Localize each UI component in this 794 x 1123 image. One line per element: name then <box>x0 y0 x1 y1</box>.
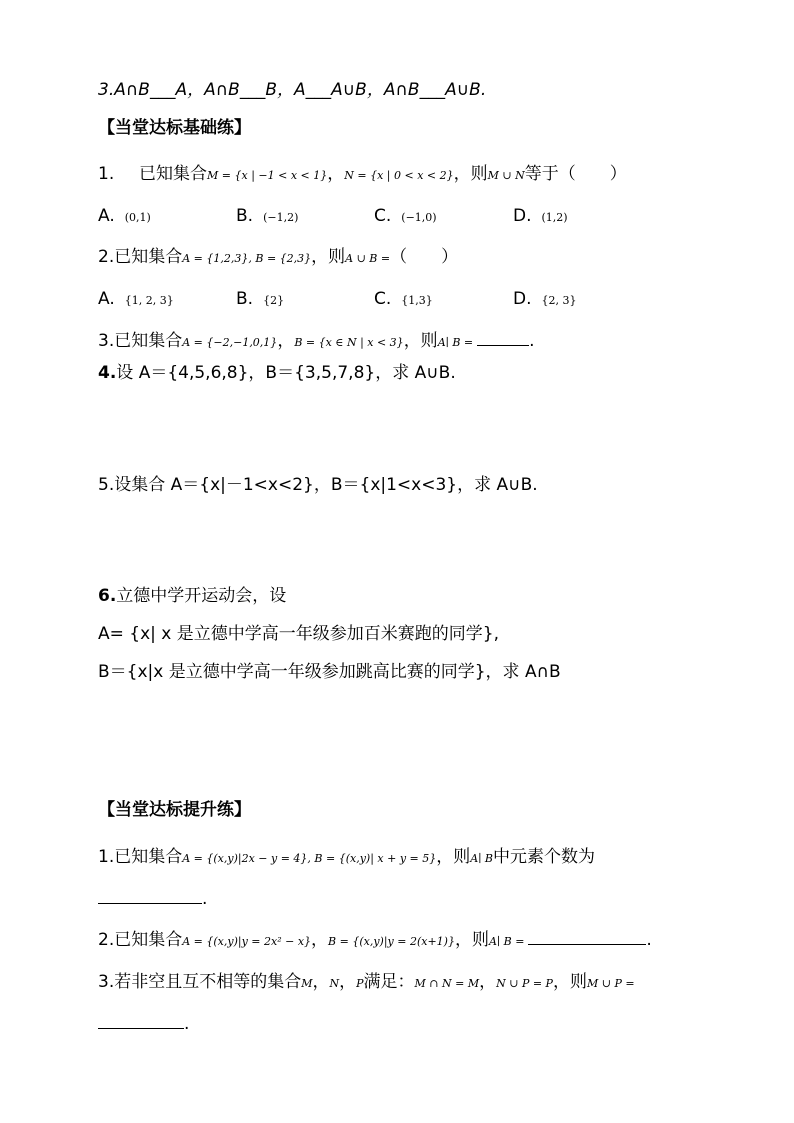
adv3-answer-blank[interactable] <box>98 1013 184 1029</box>
q2-option-b-label: B. <box>236 289 254 309</box>
adv1-end: . <box>202 889 208 909</box>
q6-number: 6. <box>98 586 117 606</box>
adv3-end: . <box>184 1014 190 1034</box>
adv3-text-3: ，则 <box>552 972 587 992</box>
q2-option-c-label: C. <box>374 289 392 309</box>
top-relation-text: 3.A∩B___A，A∩B___B，A___A∪B，A∩B___A∪B. <box>98 80 487 100</box>
adv3-c2: ， <box>339 972 357 992</box>
question-5: 5.设集合 A＝{x|－1<x<2}，B＝{x|1<x<3}，求 A∪B. <box>98 475 538 495</box>
q3-text-1: 已知集合 <box>114 331 183 351</box>
q2-text-3: （ ） <box>390 247 459 267</box>
adv1-number: 1. <box>98 847 115 867</box>
adv2-a-set: A = {(x,y)|y = 2x² − x} <box>182 935 312 948</box>
q1-sep: ， <box>327 164 345 184</box>
adv1-text-2: ，则 <box>436 847 471 867</box>
advanced-question-1 <box>98 846 595 870</box>
adv3-cond-2: N ∪ P = P <box>496 977 553 990</box>
adv1-answer-line <box>98 888 207 910</box>
adv3-text-1: 若非空且互不相等的集合 <box>114 972 302 992</box>
adv3-answer-line <box>98 1013 189 1035</box>
adv3-text-2: 满足： <box>363 972 415 992</box>
q1-text-2: ，则 <box>453 164 488 184</box>
q6-line-2: A= {x| x 是立德中学高一年级参加百米赛跑的同学}, <box>98 624 499 644</box>
section-basic-title: 【当堂达标基础练】 <box>98 118 251 138</box>
q3-number: 3. <box>98 331 115 351</box>
q2-option-a-value: {1, 2, 3} <box>124 294 174 307</box>
question-4 <box>98 362 456 384</box>
adv2-text-1: 已知集合 <box>114 930 183 950</box>
adv2-expr: A∣ B = <box>488 935 525 948</box>
q2-text-2: ，则 <box>311 247 346 267</box>
q2-expr: A ∪ B = <box>345 252 391 265</box>
question-6 <box>98 585 286 607</box>
adv3-p: P <box>356 977 364 990</box>
q2-text-1: 已知集合 <box>114 247 183 267</box>
top-relation-question <box>98 79 486 101</box>
adv2-number: 2. <box>98 930 115 950</box>
q3-answer-blank[interactable] <box>477 330 529 346</box>
adv3-n: N <box>329 977 340 990</box>
q3-a-set: A = {−2,−1,0,1} <box>182 336 278 349</box>
q3-expr: A∣ B = <box>437 336 474 349</box>
adv1-sets: A = {(x,y)|2x − y = 4}, B = {(x,y)| x + y = 5} <box>182 852 437 865</box>
q1-option-b-label: B. <box>236 206 254 226</box>
q2-option-d-label: D. <box>513 289 532 309</box>
q1-option-d-value: (1,2) <box>541 211 568 224</box>
adv1-text-3: 中元素个数为 <box>492 847 595 867</box>
q1-option-a-value: (0,1) <box>124 211 151 224</box>
adv1-text-1: 已知集合 <box>114 847 183 867</box>
adv2-end: . <box>646 930 652 950</box>
q1-option-c <box>374 205 437 229</box>
q1-option-c-label: C. <box>374 206 392 226</box>
q1-option-a-label: A. <box>98 206 115 226</box>
q1-option-b-value: (−1,2) <box>263 211 299 224</box>
q2-sets: A = {1,2,3}, B = {2,3} <box>182 252 312 265</box>
q4-text: 设 A＝{4,5,6,8}，B＝{3,5,7,8}，求 A∪B. <box>116 363 456 383</box>
q3-sep: ， <box>277 331 295 351</box>
adv2-answer-blank[interactable] <box>528 929 646 945</box>
q1-option-c-value: (−1,0) <box>401 211 437 224</box>
q1-text-3: 等于（ ） <box>524 164 627 184</box>
question-2 <box>98 246 458 270</box>
q1-option-b <box>236 205 298 229</box>
adv2-text-2: ，则 <box>454 930 489 950</box>
adv3-number: 3. <box>98 972 115 992</box>
q1-number: 1. <box>98 164 115 184</box>
q6-line-3: B＝{x|x 是立德中学高一年级参加跳高比赛的同学}，求 A∩B <box>98 662 561 682</box>
q2-option-b-value: {2} <box>263 294 285 307</box>
q2-option-d-value: {2, 3} <box>541 294 577 307</box>
adv3-c1: ， <box>312 972 330 992</box>
q1-expr: M ∪ N <box>487 169 525 182</box>
advanced-question-2 <box>98 929 652 953</box>
q2-option-b <box>236 288 284 312</box>
advanced-question-3 <box>98 971 635 995</box>
adv2-b-set: B = {(x,y)|y = 2(x+1)} <box>328 935 455 948</box>
q2-option-c-value: {1,3} <box>401 294 433 307</box>
adv3-c3: ， <box>479 972 497 992</box>
q1-option-d-label: D. <box>513 206 532 226</box>
q6-line-1: 立德中学开运动会，设 <box>116 586 287 606</box>
adv2-sep: ， <box>311 930 329 950</box>
q2-number: 2. <box>98 247 115 267</box>
q1-text-1: 已知集合 <box>139 164 208 184</box>
q1-option-d <box>513 205 568 229</box>
q2-option-d <box>513 288 577 312</box>
adv1-answer-blank[interactable] <box>98 888 202 904</box>
q3-end: . <box>529 331 535 351</box>
adv3-expr: M ∪ P = <box>586 977 635 990</box>
q3-text-2: ，则 <box>403 331 438 351</box>
adv3-cond-1: M ∩ N = M <box>414 977 480 990</box>
adv3-m: M <box>301 977 313 990</box>
section-advanced-title: 【当堂达标提升练】 <box>98 800 251 820</box>
q3-b-set: B = {x ∈ N | x < 3} <box>294 336 404 349</box>
q2-option-c <box>374 288 433 312</box>
question-1 <box>98 163 627 187</box>
q4-number: 4. <box>98 363 117 383</box>
question-3 <box>98 330 535 354</box>
q2-option-a <box>98 288 174 312</box>
q1-m-set: M = {x | −1 < x < 1} <box>207 169 328 182</box>
adv1-expr: A∣ B <box>470 852 493 865</box>
q1-option-a <box>98 205 151 229</box>
q1-n-set: N = {x | 0 < x < 2} <box>344 169 454 182</box>
q2-option-a-label: A. <box>98 289 115 309</box>
